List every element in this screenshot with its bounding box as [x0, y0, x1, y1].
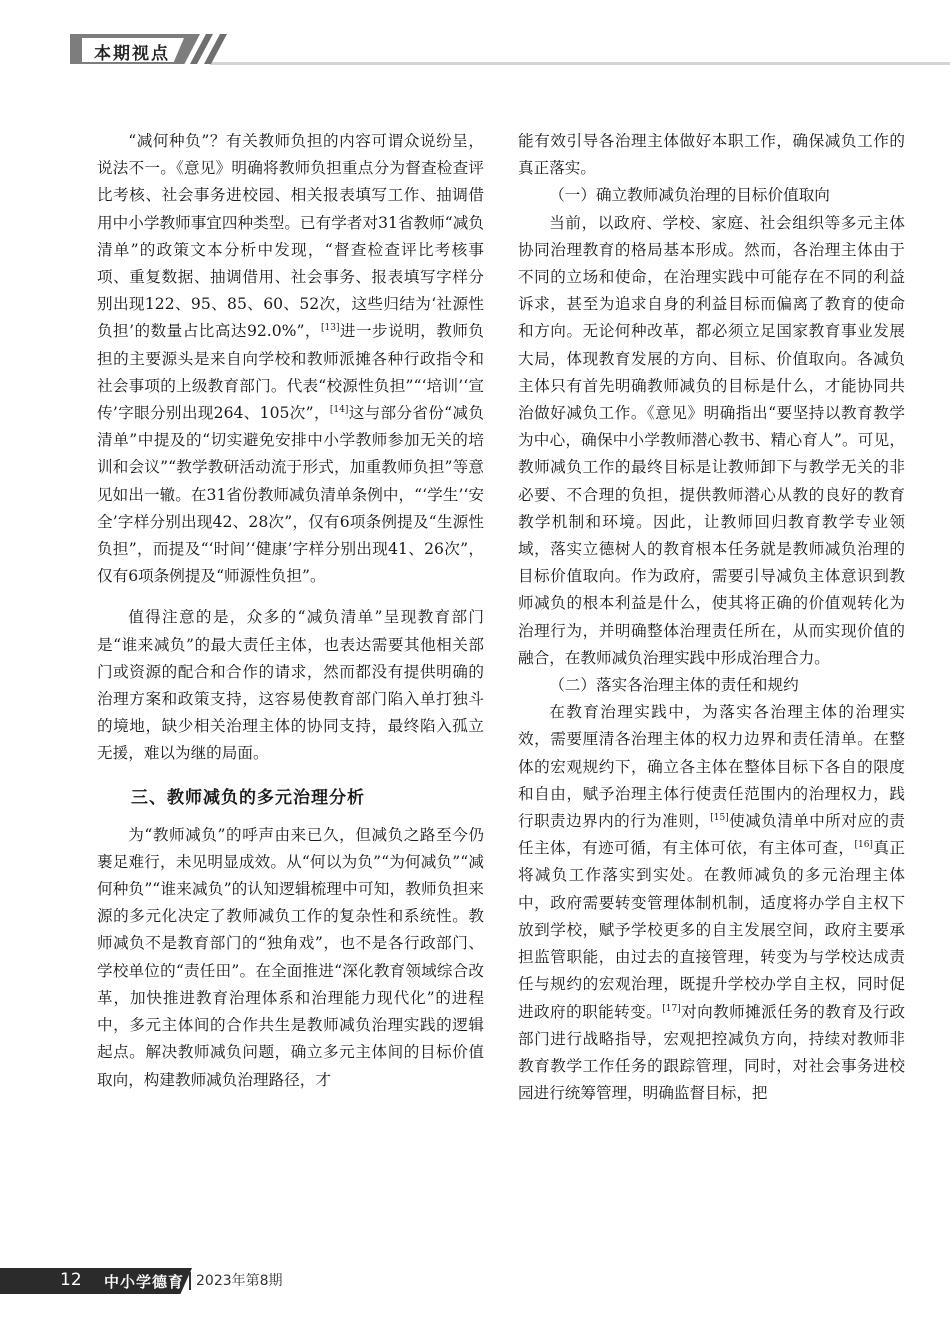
section-tag: 本期视点 [94, 44, 170, 64]
paragraph: 值得注意的是，众多的“减负清单”呈现教育部门是“谁来减负”的最大责任主体，也表达需要其他相关部门或资源的配合和合作的请求，然而都没有提供明确的治理方案和政策支持，这容易使教育部门陷入单打独斗的境地，缺少相关治理主体的协同支持，最终陷入孤立无援，难以为继的局面。 [97, 608, 484, 763]
paragraph: 当前，以政府、学校、家庭、社会组织等多元主体协同治理教育的格局基本形成。然而，各治理主体由于不同的立场和使命，在治理实践中可能存在不同的利益诉求，甚至为追求自身的利益目标而偏离了教育的使命和方向。无论何种改革，都必须立足国家教育事业发展大局，体现教育发展的方向、目标、价值取向。各减负主体只有首先明确教师减负的目标是什么，才能协同共治做好减负工作。《意见》明确指出“要坚持以教育教学为中心，确保中小学教师潜心教书、精心育人”。可见，教师减负工作的最终目标是让教师卸下与教学无关的非必要、不合理的负担，提供教师潜心从教的良好的教育教学机制和环境。因此，让教师回归教育教学专业领域，落实立德树人的教育根本任务就是教师减负治理的目标价值取向。作为政府，需要引导减负主体意识到教师减负的根本利益是什么，使其将正确的价值观转化为治理行为，并明确整体治理责任所在，从而实现价值的融合，在教师减负治理实践中形成治理合力。 [518, 213, 905, 667]
paragraph: “减何种负”？有关教师负担的内容可谓众说纷呈，说法不一。《意见》明确将教师负担重点分为督查检查评比考核、社会事务进校园、相关报表填写工作、抽调借用中小学教师事宜四种类型。已有学者对31省教师“减负清单”的政策文本分析中发现，“督查检查评比考核事项、重复数据、抽调借用、社会事务、报表填写字样分别出现122、95、85、60、52次，这些归结为‘社源性负担’的数量占比高达92.0%”，[13]进一步说明，教师负担的主要源头是来自向学校和教师派摊各种行政指令和社会事项的上级教育部门。代表“校源性负担”“‘培训’‘宣传’字眼分别出现264、105次”，[14]这与部分省份“减负清单”中提及的“切实避免安排中小学教师参加无关的培训和会议”“教学教研活动流于形式，加重教师负担”等意见如出一辙。在31省份教师减负清单条例中，“‘学生’‘安全’字样分别出现42、28次”，仅有6项条例提及“生源性负担”，而提及“‘时间’‘健康’字样分别出现41、26次”，仅有6项条例提及“师源性负担”。 [97, 132, 484, 586]
citation-ref: [14] [329, 404, 349, 415]
header-rule [210, 62, 950, 65]
right-column [518, 128, 905, 1107]
citation-ref: [16] [854, 840, 873, 851]
page-footer [0, 1268, 950, 1298]
page-header [0, 0, 950, 80]
citation-ref: [17] [662, 1003, 681, 1014]
issue-label: 2023年第8期 [196, 1273, 283, 1289]
citation-ref: [15] [710, 812, 729, 823]
page-number: 12 [60, 1270, 82, 1290]
journal-name: 中小学德育 [104, 1273, 185, 1291]
left-column [97, 128, 484, 1094]
footer-divider [189, 1272, 191, 1290]
paragraph: 能有效引导各治理主体做好本职工作，确保减负工作的真正落实。 [518, 132, 905, 178]
section-heading: 三、教师减负的多元治理分析 [131, 787, 365, 808]
subsection-heading: （二）落实各治理主体的责任和规约 [549, 676, 799, 695]
paragraph: 为“教师减负”的呼声由来已久，但减负之路至今仍裹足难行，未见明显成效。从“何以为负”“为何减负”“减何种负”“谁来减负”的认知逻辑梳理中可知，教师负担来源的多元化决定了教师减负工作的复杂性和系统性。教师减负不是教育部门的“独角戏”，也不是各行政部门、学校单位的“责任田”。在全面推进“深化教育领域综合改革，加快推进教育治理体系和治理能力现代化”的进程中，多元主体间的合作共生是教师减负治理实践的逻辑起点。解决教师减负问题，确立多元主体间的目标价值取向，构建教师减负治理路径，才 [97, 825, 484, 1089]
subsection-heading: （一）确立教师减负治理的目标价值取向 [549, 186, 830, 205]
paragraph: 在教育治理实践中，为落实各治理主体的治理实效，需要厘清各治理主体的权力边界和责任清单。在整体的宏观规约下，确立各主体在整体目标下各自的限度和自由，赋予治理主体行使责任范围内的治理权力，践行职责边界内的行为准则，[15]使减负清单中所对应的责任主体，有迹可循，有主体可依，有主体可查，[16]真正将减负工作落实到实处。在教师减负的多元治理主体中，政府需要转变管理体制机制，适度将办学自主权下放到学校，赋予学校更多的自主发展空间，政府主要承担监管职能，由过去的直接管理，转变为与学校达成责任与规约的宏观治理，既提升学校办学自主权，同时促进政府的职能转变。[17]对向教师摊派任务的教育及行政部门进行战略指导，宏观把控减负方向，持续对教师非教育教学工作任务的跟踪管理，同时，对社会事务进校园进行统筹管理，明确监督目标，把 [518, 703, 905, 1103]
citation-ref: [13] [320, 323, 340, 334]
